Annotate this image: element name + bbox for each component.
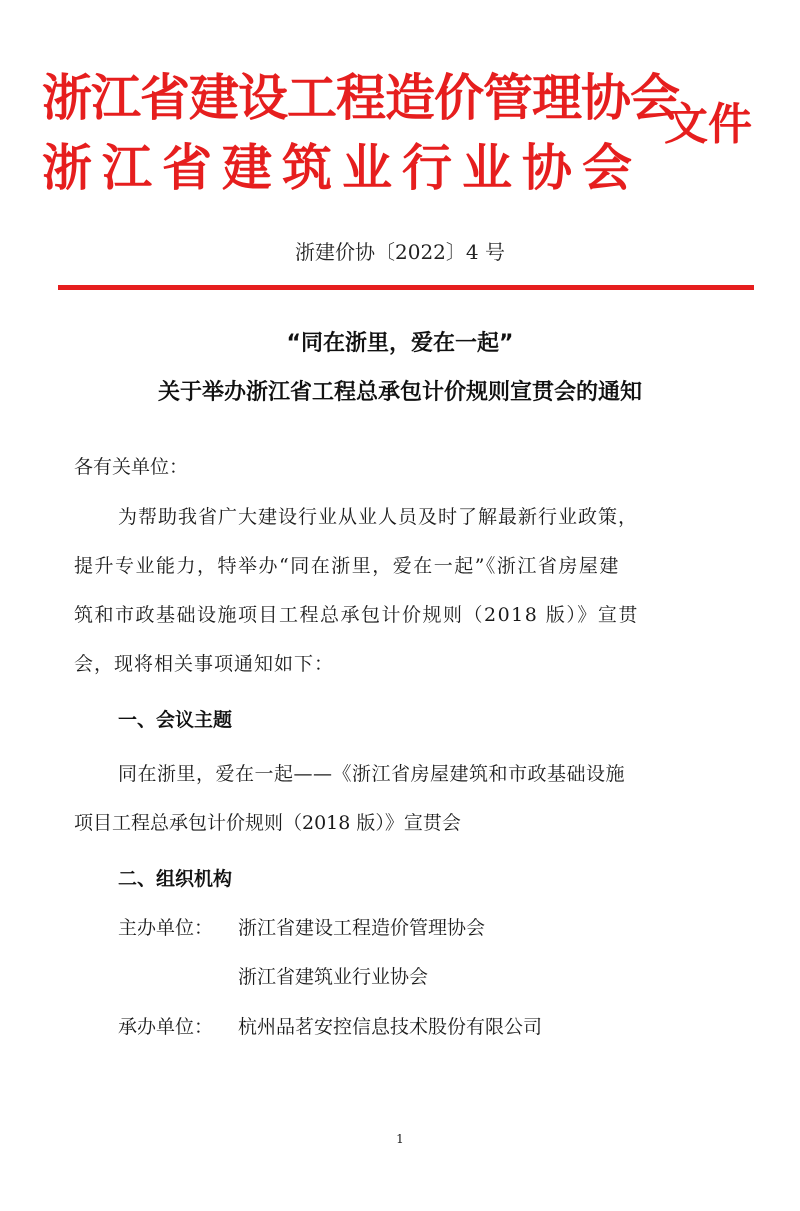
- host-label: 主办单位：: [118, 917, 214, 939]
- title-main: 关于举办浙江省工程总承包计价规则宣贯会的通知: [157, 380, 642, 405]
- issuing-org-2: 浙江省建筑业行业协会: [42, 139, 642, 197]
- intro-line: 为帮助我省广大建设行业从业人员及时了解最新行业政策，: [118, 506, 639, 528]
- issuing-org-1: 浙江省建设工程造价管理协会: [42, 69, 679, 127]
- host-org-1: 浙江省建设工程造价管理协会: [238, 917, 486, 939]
- section-1-line: 同在浙里，爱在一起——《浙江省房屋建筑和市政基础设施: [118, 763, 626, 785]
- document-label: 文件: [664, 99, 752, 150]
- page-number: 1: [396, 1132, 404, 1146]
- organizer-org: 杭州品茗安控信息技术股份有限公司: [238, 1016, 543, 1038]
- intro-line: 会，现将相关事项通知如下：: [74, 653, 335, 675]
- section-2-heading: 二、组织机构: [118, 868, 233, 890]
- organizer-label: 承办单位：: [118, 1016, 214, 1038]
- intro-line: 筑和市政基础设施项目工程总承包计价规则（2018 版）》宣贯: [74, 604, 639, 626]
- section-1-line: 项目工程总承包计价规则（2018 版）》宣贯会: [74, 812, 461, 834]
- host-org-2: 浙江省建筑业行业协会: [238, 966, 429, 988]
- salutation: 各有关单位：: [74, 456, 189, 478]
- header-divider: [58, 285, 754, 290]
- section-1-heading: 一、会议主题: [118, 709, 233, 731]
- title-slogan: “同在浙里，爱在一起”: [286, 331, 514, 356]
- document-number: 浙建价协〔2022〕4 号: [295, 240, 505, 264]
- intro-line: 提升专业能力，特举办“同在浙里，爱在一起”《浙江省房屋建: [74, 555, 620, 577]
